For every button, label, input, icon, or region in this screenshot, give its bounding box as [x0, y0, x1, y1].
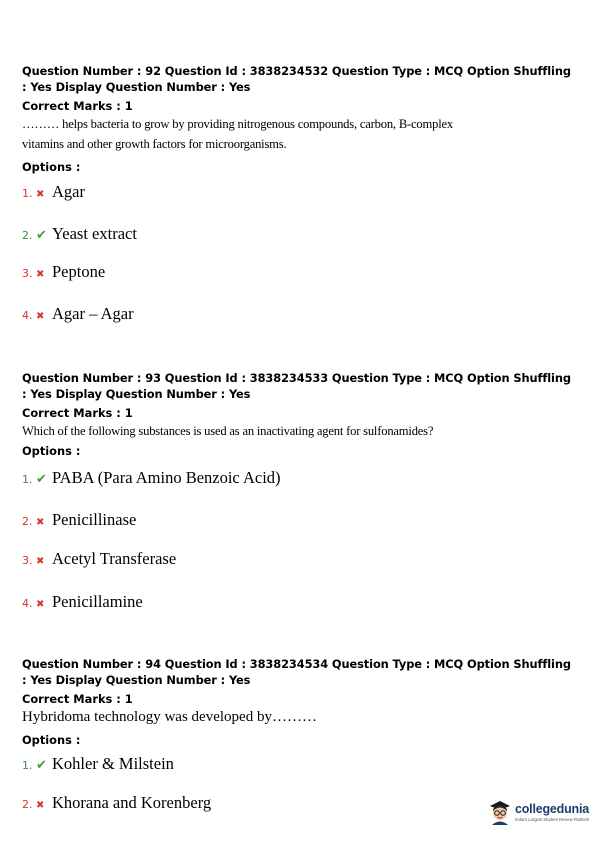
- option-number: 2.: [22, 798, 33, 811]
- question-text: ……… helps bacteria to grow by providing nitrogenous compounds, carbon, B-complex vitamins and other growth factors for microorganisms.: [22, 117, 453, 151]
- option-1: [22, 754, 174, 774]
- options-label: Options :: [22, 160, 81, 174]
- correct-check-icon: ✔: [36, 228, 47, 243]
- option-text: Penicillamine: [52, 592, 143, 611]
- option-text: Penicillinase: [52, 510, 137, 529]
- wrong-mark-icon: ✖: [36, 189, 45, 200]
- question-text: Which of the following substances is used as an inactivating agent for sulfonamides?: [22, 424, 434, 438]
- question-header: Question Number : 92 Question Id : 3838234532 Question Type : MCQ Option Shuffling : Yes Display Question Number : Yes: [22, 64, 571, 94]
- correct-check-icon: ✔: [36, 758, 47, 773]
- collegedunia-logo: [487, 798, 589, 826]
- option-text: PABA (Para Amino Benzoic Acid): [52, 468, 281, 487]
- wrong-mark-icon: ✖: [36, 269, 45, 280]
- question-block-93: [22, 370, 572, 459]
- correct-marks: Correct Marks : 1: [22, 692, 133, 706]
- options-label: Options :: [22, 733, 81, 747]
- option-3: [22, 549, 176, 569]
- option-3: [22, 262, 105, 282]
- option-text: Kohler & Milstein: [52, 754, 174, 773]
- option-2: [22, 793, 211, 813]
- option-number: 1.: [22, 187, 33, 200]
- wrong-mark-icon: ✖: [36, 517, 45, 528]
- correct-check-icon: ✔: [36, 472, 47, 487]
- student-mascot-icon: [487, 798, 513, 826]
- wrong-mark-icon: ✖: [36, 311, 45, 322]
- correct-marks: Correct Marks : 1: [22, 99, 133, 113]
- option-text: Yeast extract: [52, 224, 137, 243]
- wrong-mark-icon: ✖: [36, 556, 45, 567]
- option-1: [22, 468, 281, 488]
- options-label: Options :: [22, 444, 81, 458]
- option-number: 3.: [22, 267, 33, 280]
- logo-name: collegedunia: [515, 802, 590, 816]
- option-text: Agar – Agar: [52, 304, 134, 323]
- option-number: 2.: [22, 515, 33, 528]
- option-number: 2.: [22, 229, 33, 242]
- option-number: 3.: [22, 554, 33, 567]
- option-2: [22, 224, 137, 244]
- option-text: Khorana and Korenberg: [52, 793, 212, 812]
- logo-tagline: India's Largest Student Review Platform: [515, 817, 590, 822]
- option-1: [22, 182, 85, 202]
- option-number: 4.: [22, 597, 33, 610]
- option-4: [22, 304, 134, 324]
- option-number: 1.: [22, 759, 33, 772]
- option-text: Peptone: [52, 262, 106, 281]
- option-2: [22, 510, 136, 530]
- question-text: Hybridoma technology was developed by………: [22, 709, 317, 725]
- option-text: Agar: [52, 182, 85, 201]
- option-4: [22, 592, 143, 612]
- option-number: 1.: [22, 473, 33, 486]
- option-number: 4.: [22, 309, 33, 322]
- wrong-mark-icon: ✖: [36, 800, 45, 811]
- option-text: Acetyl Transferase: [52, 549, 177, 568]
- question-header: Question Number : 93 Question Id : 3838234533 Question Type : MCQ Option Shuffling : Yes Display Question Number : Yes: [22, 371, 571, 401]
- question-block-92: [22, 63, 572, 175]
- question-header: Question Number : 94 Question Id : 3838234534 Question Type : MCQ Option Shuffling : Yes Display Question Number : Yes: [22, 657, 571, 687]
- question-block-94: [22, 656, 572, 748]
- correct-marks: Correct Marks : 1: [22, 406, 133, 420]
- wrong-mark-icon: ✖: [36, 599, 45, 610]
